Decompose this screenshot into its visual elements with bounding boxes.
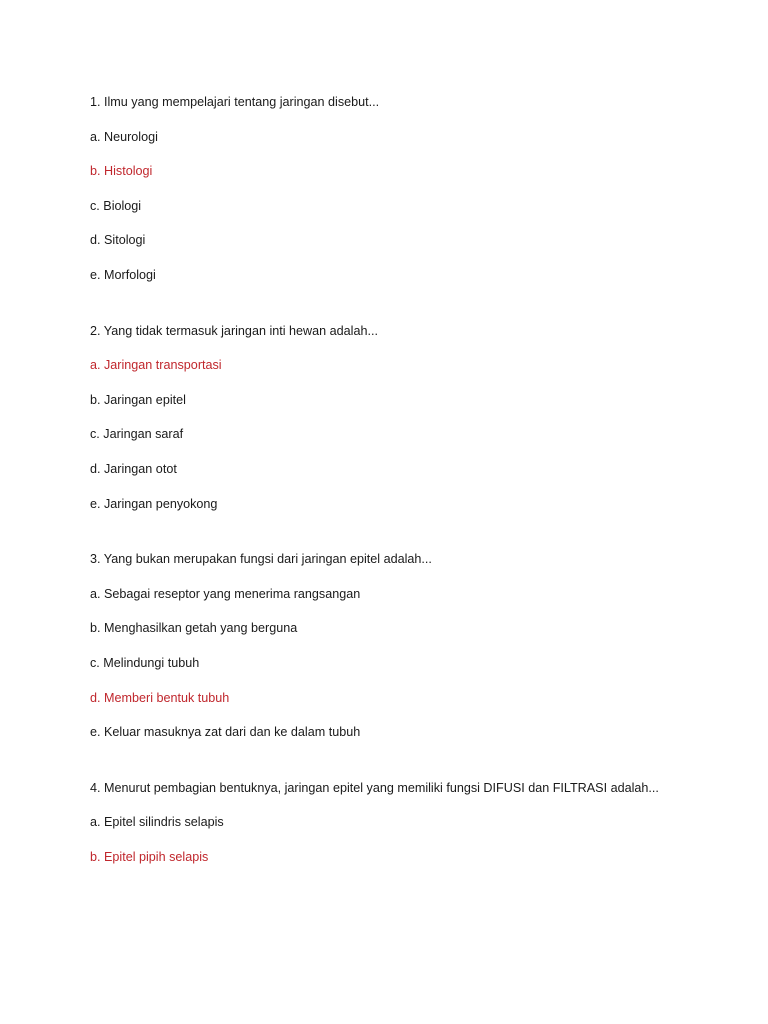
question-text: 4. Menurut pembagian bentuknya, jaringan epitel yang memiliki fungsi DIFUSI dan FILTRASI adalah...: [90, 780, 659, 795]
answer-option: e. Keluar masuknya zat dari dan ke dalam tubuh: [90, 725, 361, 740]
quiz-document: [90, 92, 680, 902]
question-block: [90, 549, 680, 743]
answer-option: a. Epitel silindris selapis: [90, 815, 224, 830]
answer-option: e. Morfologi: [90, 267, 156, 282]
question-text: 1. Ilmu yang mempelajari tentang jaringan disebut...: [90, 95, 380, 109]
question-block: [90, 92, 680, 286]
answer-option: d. Jaringan otot: [90, 461, 177, 476]
answer-option: b. Jaringan epitel: [90, 392, 186, 407]
answer-option: c. Jaringan saraf: [90, 427, 184, 442]
question-block: [90, 778, 680, 868]
answer-option: e. Jaringan penyokong: [90, 496, 218, 511]
answer-option: a. Neurologi: [90, 129, 158, 144]
question-text: 2. Yang tidak termasuk jaringan inti hewan adalah...: [90, 323, 378, 338]
answer-option-correct: b. Histologi: [90, 164, 153, 179]
answer-option: c. Biologi: [90, 198, 142, 213]
answer-option: d. Sitologi: [90, 233, 146, 248]
question-text: 3. Yang bukan merupakan fungsi dari jaringan epitel adalah...: [90, 552, 432, 567]
answer-option: b. Menghasilkan getah yang berguna: [90, 621, 298, 636]
answer-option-correct: d. Memberi bentuk tubuh: [90, 690, 230, 705]
answer-option: c. Melindungi tubuh: [90, 655, 200, 670]
answer-option-correct: b. Epitel pipih selapis: [90, 849, 209, 864]
answer-option-correct: a. Jaringan transportasi: [90, 358, 222, 373]
question-block: [90, 321, 680, 515]
answer-option: a. Sebagai reseptor yang menerima rangsangan: [90, 586, 361, 601]
